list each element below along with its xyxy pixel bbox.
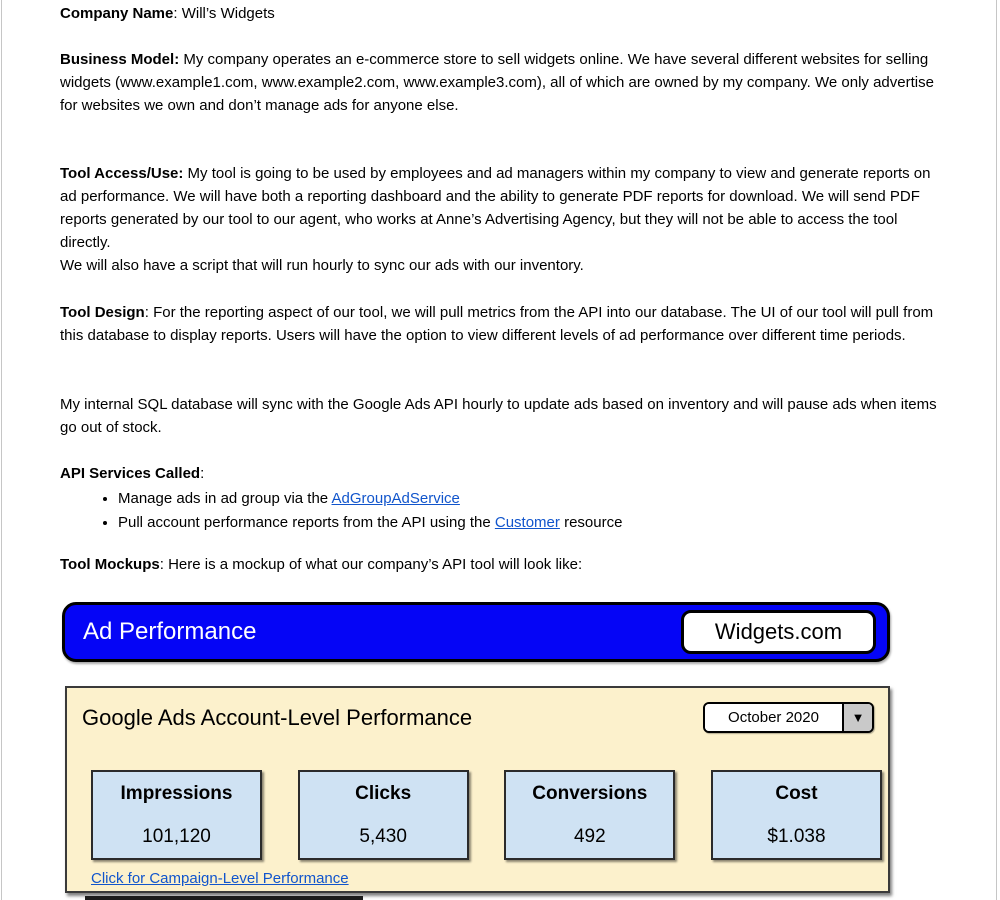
paragraph-tool-mockups: [60, 553, 942, 576]
customer-link[interactable]: Customer: [494, 513, 560, 531]
campaign-level-link[interactable]: Click for Campaign-Level Performance: [91, 870, 349, 887]
api-services-label: API Services Called: [60, 465, 201, 482]
chevron-down-icon[interactable]: ▼: [842, 704, 872, 731]
metric-label: Impressions: [120, 783, 233, 804]
tool-access-label: Tool Access/Use:: [60, 165, 184, 182]
metric-card-impressions: [91, 770, 262, 860]
api-services-list: [60, 487, 942, 534]
paragraph-tool-access: [60, 162, 942, 277]
tool-design-label: Tool Design: [60, 304, 145, 321]
paragraph-sql-note: My internal SQL database will sync with the Google Ads API hourly to update ads based on inventory and will pause ads when items go out of stock.: [60, 396, 937, 436]
tool-access-text: [60, 162, 942, 254]
account-performance-panel: [65, 686, 890, 893]
api-services-colon: :: [200, 465, 205, 482]
business-model-text: My company operates an e-commerce store to sell widgets online. We have several different websites for selling widgets (www.example1.com, www.example2.com, www.example3.com), all of which are owned by my company. We only advertise for websites we own and don’t manage ads for anyone else.: [60, 51, 934, 114]
metric-card-conversions: [504, 770, 675, 860]
metric-value: $1.038: [767, 826, 826, 847]
page-border-left: [1, 0, 2, 900]
adgroupadservice-link[interactable]: AdGroupAdService: [331, 490, 460, 507]
metric-card-clicks: [298, 770, 469, 860]
paragraph-tool-design: [60, 301, 942, 347]
metric-value: 5,430: [359, 826, 407, 847]
month-dropdown-value: October 2020: [705, 704, 842, 731]
api-services-heading: [60, 462, 942, 485]
metric-label: Conversions: [532, 783, 648, 804]
company-name-label: Company Name: [60, 5, 174, 22]
tool-mockups-text: : Here is a mockup of what our company’s API tool will look like:: [159, 556, 583, 573]
cutoff-next-element: [85, 896, 363, 900]
mockup-app-title: Ad Performance: [83, 618, 257, 645]
paragraph-company-name: [60, 2, 942, 25]
tool-design-text: : For the reporting aspect of our tool, we will pull metrics from the API into our database. The UI of our tool will pull from this database to display reports. Users will have the option to view different levels of ad performance over different time periods.: [60, 304, 934, 344]
widgets-site-button[interactable]: Widgets.com: [681, 610, 876, 654]
bullet-2-post: resource: [559, 513, 623, 531]
metric-cards-row: [91, 770, 882, 860]
business-model-label: Business Model:: [60, 51, 180, 68]
page-border-right: [996, 0, 997, 900]
metric-label: Clicks: [355, 783, 412, 804]
company-name-value: : Will’s Widgets: [173, 5, 275, 22]
list-item: [118, 511, 942, 535]
metric-label: Cost: [775, 783, 818, 804]
paragraph-api-services: [60, 462, 942, 534]
tool-access-line2: We will also have a script that will run hourly to sync our ads with our inventory.: [60, 257, 584, 274]
panel-title: Google Ads Account-Level Performance: [82, 705, 473, 730]
bullet-1-pre: Manage ads in ad group via the: [118, 490, 332, 507]
bullet-2-pre: Pull account performance reports from the API using the: [118, 513, 495, 531]
month-dropdown[interactable]: [703, 702, 874, 733]
metric-value: 101,120: [142, 826, 211, 847]
list-item: [118, 487, 942, 511]
tool-mockups-label: Tool Mockups: [60, 556, 160, 573]
tool-access-body: My tool is going to be used by employees and ad managers within my company to view and generate reports on ad performance. We will have both a reporting dashboard and the ability to generate PDF reports for download. We will send PDF reports generated by our tool to our agent, who works at Anne’s Advertising Agency, but they will not be able to access the tool directly.: [60, 165, 931, 251]
paragraph-business-model: [60, 48, 942, 117]
metric-card-cost: [711, 770, 882, 860]
mockup-header-bar: [62, 602, 890, 662]
metric-value: 492: [573, 826, 606, 847]
